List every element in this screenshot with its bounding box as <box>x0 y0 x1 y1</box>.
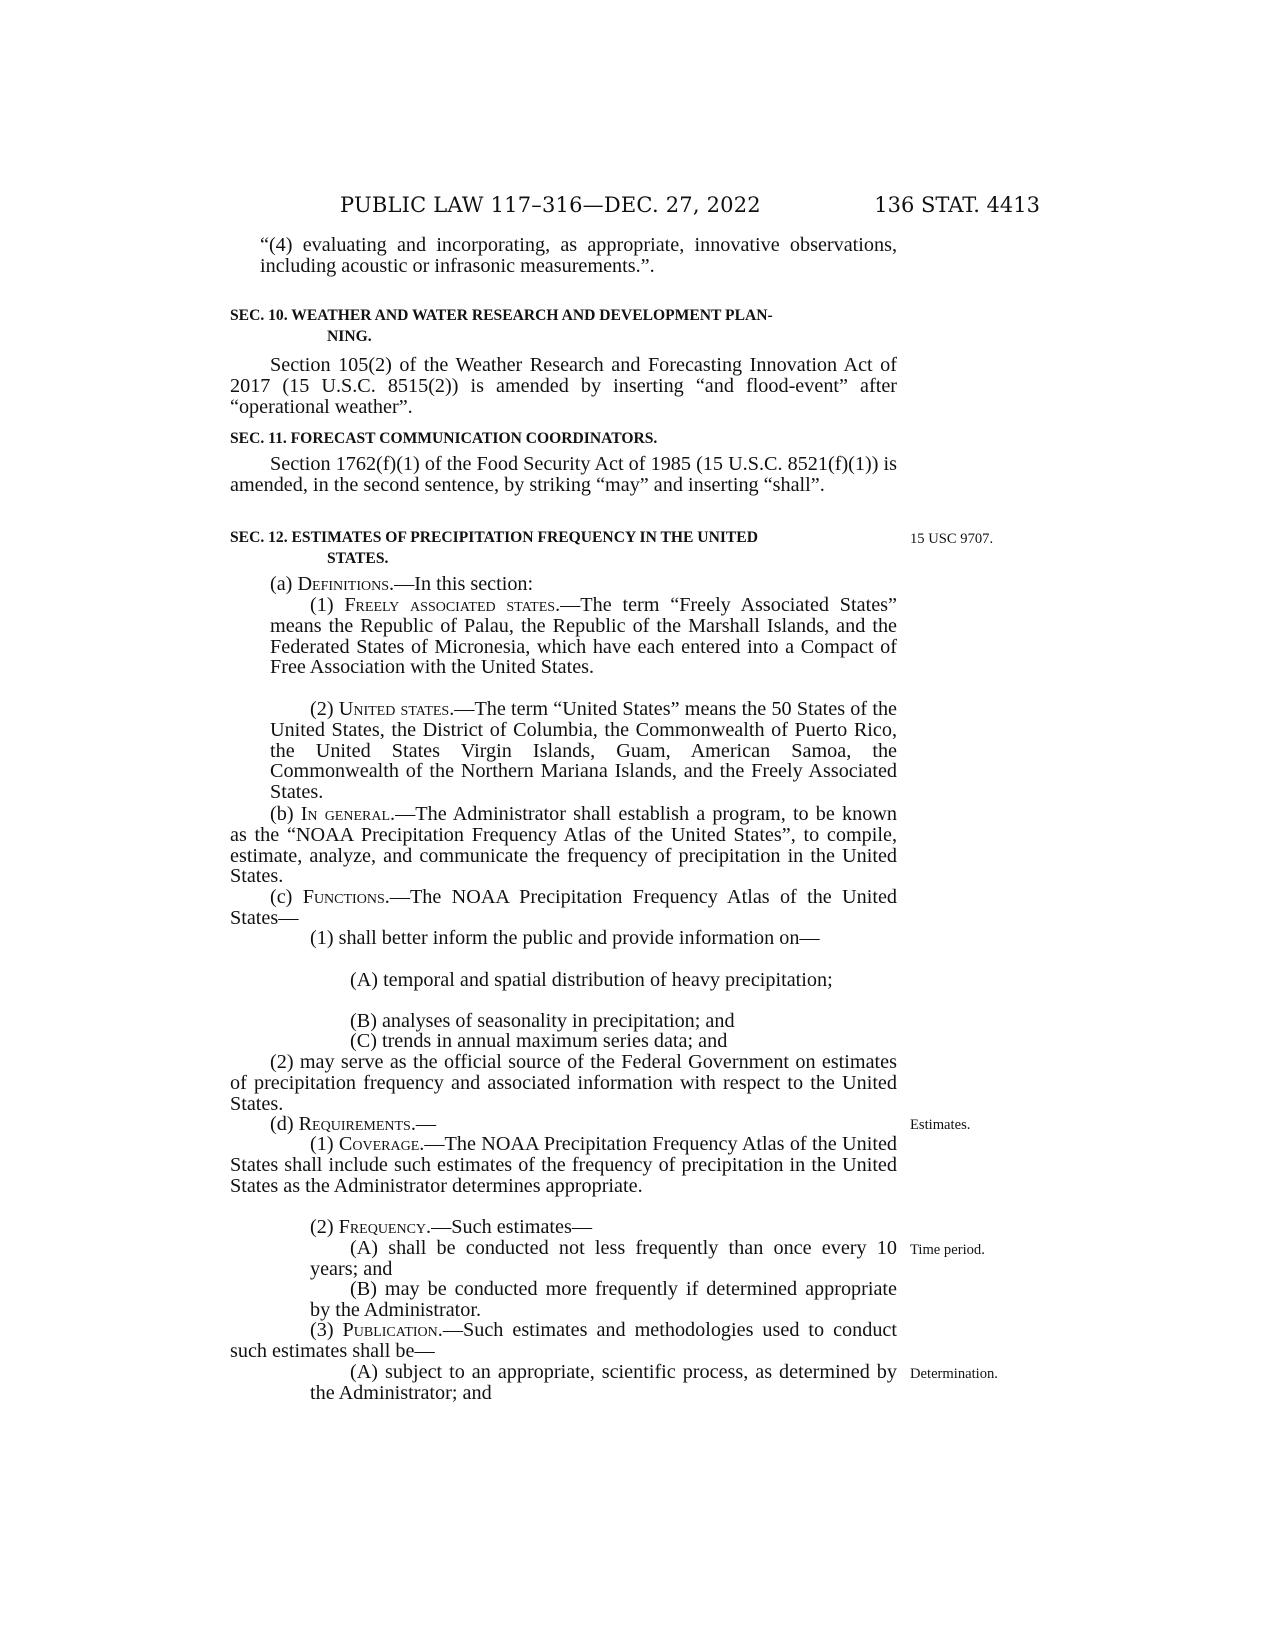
sec10-heading-line1: SEC. 10. WEATHER AND WATER RESEARCH AND DEVELOPMENT PLAN- <box>230 307 773 324</box>
paragraph-c1: (1) shall better inform the public and provide information on— <box>310 927 820 949</box>
sec11-heading: SEC. 11. FORECAST COMMUNICATION COORDINATORS. <box>230 430 658 447</box>
paragraph-a1-text: .—The term “Freely Associated States” means the Republic of Palau, the Republic of the Marshall Islands, and the Federated States of Micronesia, which have each entered into a Compact of Free Association with the United States. <box>270 594 897 679</box>
sec10-body: Section 105(2) of the Weather Research and Forecasting Innovation Act of 2017 (15 U.S.C. 8515(2)) is amended by inserting “and flood-event” after “operational weather”. <box>230 354 897 418</box>
margin-note-determination: Determination. <box>910 1366 998 1382</box>
paragraph-a2-label: (2) <box>310 698 339 720</box>
paragraph-a2-text: .—The term “United States” means the 50 States of the United States, the District of Columbia, the Commonwealth of Puerto Rico, the United States Virgin Islands, Guam, American Samoa, the Commonwealth of the Northern Mariana Islands, and the Freely Associated States. <box>270 698 897 804</box>
subparagraph-d2A: (A) shall be conducted not less frequently than once every 10 years; and <box>310 1237 897 1280</box>
paragraph-c2: (2) may serve as the official source of the Federal Government on estimates of precipitation frequency and associated information with respect to the United States. <box>230 1051 897 1115</box>
subparagraph-c1A: (A) temporal and spatial distribution of heavy precipitation; <box>350 969 833 991</box>
subsection-b-label: (b) <box>270 803 301 825</box>
paragraph-d2 <box>230 1217 897 1238</box>
subsection-b-heading: In general <box>300 803 391 825</box>
sec12-heading <box>230 527 897 569</box>
running-head <box>340 193 1040 223</box>
paragraph-d1-text: .—The NOAA Precipitation Frequency Atlas of the United States shall include such estimates of the frequency of precipitation in the United States as the Administrator determines appropriate. <box>230 1133 897 1197</box>
subsection-d-label: (d) <box>270 1113 299 1135</box>
paragraph-d2-text: .—Such estimates— <box>426 1216 593 1238</box>
subsection-b-text: .—The Administrator shall establish a program, to be known as the “NOAA Precipitation Frequency Atlas of the United States”, to compile, estimate, analyze, and communicate the frequency of precipitation in the United States. <box>230 803 897 888</box>
paragraph-a2-heading: United states <box>338 698 450 720</box>
subparagraph-c1B: (B) analyses of seasonality in precipitation; and <box>350 1010 735 1032</box>
subparagraph-d3A: (A) subject to an appropriate, scientific process, as determined by the Administrator; and <box>310 1361 897 1404</box>
paragraph-a1-heading: Freely associated states <box>344 594 556 616</box>
paragraph-a1 <box>230 595 897 678</box>
subsection-c-heading: Functions <box>302 886 385 908</box>
paragraph-d3 <box>230 1320 897 1362</box>
running-head-title: PUBLIC LAW 117–316—DEC. 27, 2022 <box>340 193 761 217</box>
subparagraph-c1C: (C) trends in annual maximum series data; and <box>350 1030 728 1052</box>
sec12-heading-line2: STATES. <box>327 550 389 567</box>
sec10-heading-line2: NING. <box>327 328 372 345</box>
sec10-heading <box>230 305 897 347</box>
subparagraph-d2B: (B) may be conducted more frequently if determined appropriate by the Administrator. <box>310 1278 897 1321</box>
sec12-heading-line1: SEC. 12. ESTIMATES OF PRECIPITATION FREQUENCY IN THE UNITED <box>230 529 758 546</box>
subsection-d-text: .— <box>410 1113 437 1135</box>
subsection-a <box>230 574 897 595</box>
paragraph-d3-label: (3) <box>310 1319 343 1341</box>
paragraph-d1 <box>230 1134 897 1196</box>
subsection-d <box>230 1114 897 1135</box>
paragraph-d2-label: (2) <box>310 1216 339 1238</box>
paragraph-4-observations <box>230 235 897 277</box>
margin-note-estimates: Estimates. <box>910 1117 971 1133</box>
subsection-a-text: .—In this section: <box>389 573 534 595</box>
paragraph-d2-heading: Frequency <box>338 1216 427 1238</box>
subsection-a-heading: Definitions <box>297 573 390 595</box>
paragraph-d1-heading: Coverage <box>338 1133 420 1155</box>
page-number: 136 STAT. 4413 <box>874 193 1040 217</box>
paragraph-d3-text: .—Such estimates and methodologies used to conduct such estimates shall be— <box>230 1319 898 1362</box>
paragraph-d1-label: (1) <box>310 1133 339 1155</box>
margin-note-time-period: Time period. <box>910 1242 985 1258</box>
paragraph-d3-heading: Publication <box>342 1319 438 1341</box>
subsection-c-label: (c) <box>270 886 303 908</box>
paragraph-a2 <box>230 699 897 803</box>
subsection-b <box>230 804 897 887</box>
subsection-c-text: .—The NOAA Precipitation Frequency Atlas of the United States— <box>230 886 897 929</box>
subsection-a-label: (a) <box>270 573 298 595</box>
subsection-d-heading: Requirements <box>298 1113 411 1135</box>
subsection-c <box>230 887 897 929</box>
paragraph-a1-label: (1) <box>310 594 345 616</box>
sec11-body: Section 1762(f)(1) of the Food Security Act of 1985 (15 U.S.C. 8521(f)(1)) is amended, in the second sentence, by striking “may” and inserting “shall”. <box>230 453 897 496</box>
margin-note-usc: 15 USC 9707. <box>910 531 994 547</box>
paragraph-4-text: “(4) evaluating and incorporating, as appropriate, innovative observations, including acoustic or infrasonic measurements.”. <box>260 234 897 277</box>
